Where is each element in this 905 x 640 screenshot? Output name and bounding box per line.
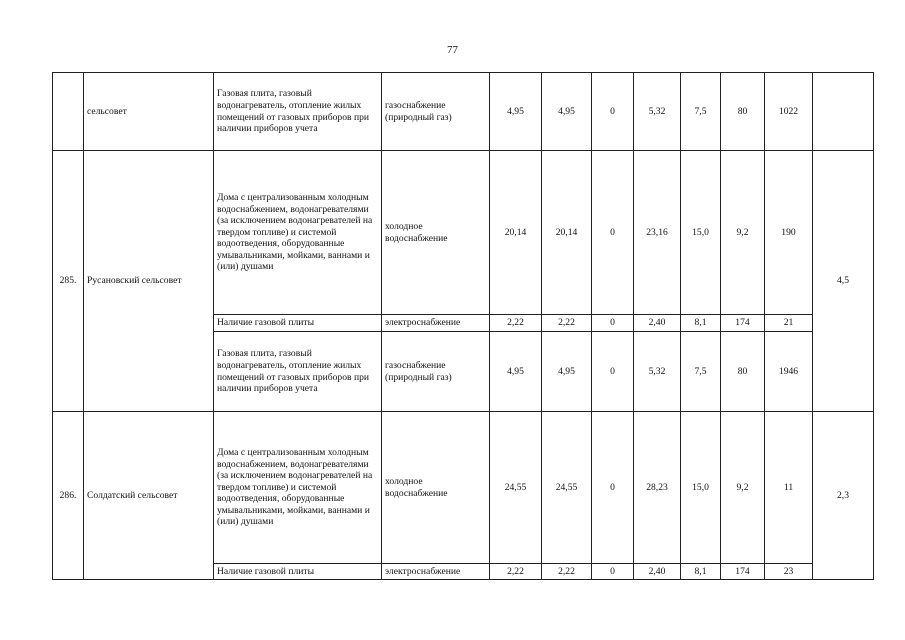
table-row xyxy=(53,73,874,151)
settlement-name: Солдатский сельсовет xyxy=(84,412,214,580)
value-cell: 15,0 xyxy=(681,151,721,315)
value-cell: 24,55 xyxy=(490,412,542,564)
value-cell: 5,32 xyxy=(634,332,681,412)
value-cell: 7,5 xyxy=(681,332,721,412)
value-cell: 0 xyxy=(592,332,634,412)
service-cell: газоснабжение (природный газ) xyxy=(382,332,490,412)
page-number: 77 xyxy=(447,44,458,56)
row-number xyxy=(53,73,84,151)
table-row xyxy=(53,412,874,564)
condition-cell: Дома с централизованным холодным водоснабжением, водонагревателями (за исключением водонагревателей на твердом топливе) и системой водоотведения, оборудованные умывальниками, мойками, ваннами и (или) душами xyxy=(214,412,382,564)
value-cell: 80 xyxy=(721,73,765,151)
value-cell: 4,95 xyxy=(542,332,592,412)
value-cell: 24,55 xyxy=(542,412,592,564)
total-cell xyxy=(813,73,874,151)
value-cell: 80 xyxy=(721,332,765,412)
value-cell: 4,95 xyxy=(542,73,592,151)
settlement-name: Русановский сельсовет xyxy=(84,151,214,412)
value-cell: 20,14 xyxy=(542,151,592,315)
value-cell: 11 xyxy=(765,412,813,564)
value-cell: 15,0 xyxy=(681,412,721,564)
value-cell: 0 xyxy=(592,564,634,580)
value-cell: 174 xyxy=(721,564,765,580)
service-cell: электроснабжение xyxy=(382,315,490,332)
value-cell: 1022 xyxy=(765,73,813,151)
value-cell: 4,95 xyxy=(490,73,542,151)
value-cell: 0 xyxy=(592,412,634,564)
value-cell: 9,2 xyxy=(721,151,765,315)
value-cell: 0 xyxy=(592,315,634,332)
settlement-name: сельсовет xyxy=(84,73,214,151)
value-cell: 7,5 xyxy=(681,73,721,151)
total-cell: 2,3 xyxy=(813,412,874,580)
tariff-table xyxy=(52,72,874,580)
value-cell: 8,1 xyxy=(681,564,721,580)
value-cell: 20,14 xyxy=(490,151,542,315)
condition-cell: Дома с централизованным холодным водоснабжением, водонагревателями (за исключением водонагревателей на твердом топливе) и системой водоотведения, оборудованные умывальниками, мойками, ваннами и (или) душами xyxy=(214,151,382,315)
value-cell: 9,2 xyxy=(721,412,765,564)
value-cell: 4,95 xyxy=(490,332,542,412)
condition-cell: Газовая плита, газовый водонагреватель, отопление жилых помещений от газовых приборов при наличии приборов учета xyxy=(214,332,382,412)
value-cell: 8,1 xyxy=(681,315,721,332)
row-number: 286. xyxy=(53,412,84,580)
value-cell: 23 xyxy=(765,564,813,580)
value-cell: 5,32 xyxy=(634,73,681,151)
row-number: 285. xyxy=(53,151,84,412)
value-cell: 2,40 xyxy=(634,315,681,332)
value-cell: 1946 xyxy=(765,332,813,412)
value-cell: 0 xyxy=(592,73,634,151)
service-cell: холодное водоснабжение xyxy=(382,151,490,315)
condition-cell: Наличие газовой плиты xyxy=(214,564,382,580)
value-cell: 0 xyxy=(592,151,634,315)
condition-cell: Наличие газовой плиты xyxy=(214,315,382,332)
table-row xyxy=(53,151,874,315)
service-cell: газоснабжение (природный газ) xyxy=(382,73,490,151)
total-cell: 4,5 xyxy=(813,151,874,412)
value-cell: 174 xyxy=(721,315,765,332)
service-cell: холодное водоснабжение xyxy=(382,412,490,564)
value-cell: 23,16 xyxy=(634,151,681,315)
value-cell: 190 xyxy=(765,151,813,315)
condition-cell: Газовая плита, газовый водонагреватель, отопление жилых помещений от газовых приборов при наличии приборов учета xyxy=(214,73,382,151)
value-cell: 21 xyxy=(765,315,813,332)
value-cell: 28,23 xyxy=(634,412,681,564)
value-cell: 2,22 xyxy=(490,315,542,332)
value-cell: 2,40 xyxy=(634,564,681,580)
value-cell: 2,22 xyxy=(542,315,592,332)
value-cell: 2,22 xyxy=(542,564,592,580)
service-cell: электроснабжение xyxy=(382,564,490,580)
value-cell: 2,22 xyxy=(490,564,542,580)
